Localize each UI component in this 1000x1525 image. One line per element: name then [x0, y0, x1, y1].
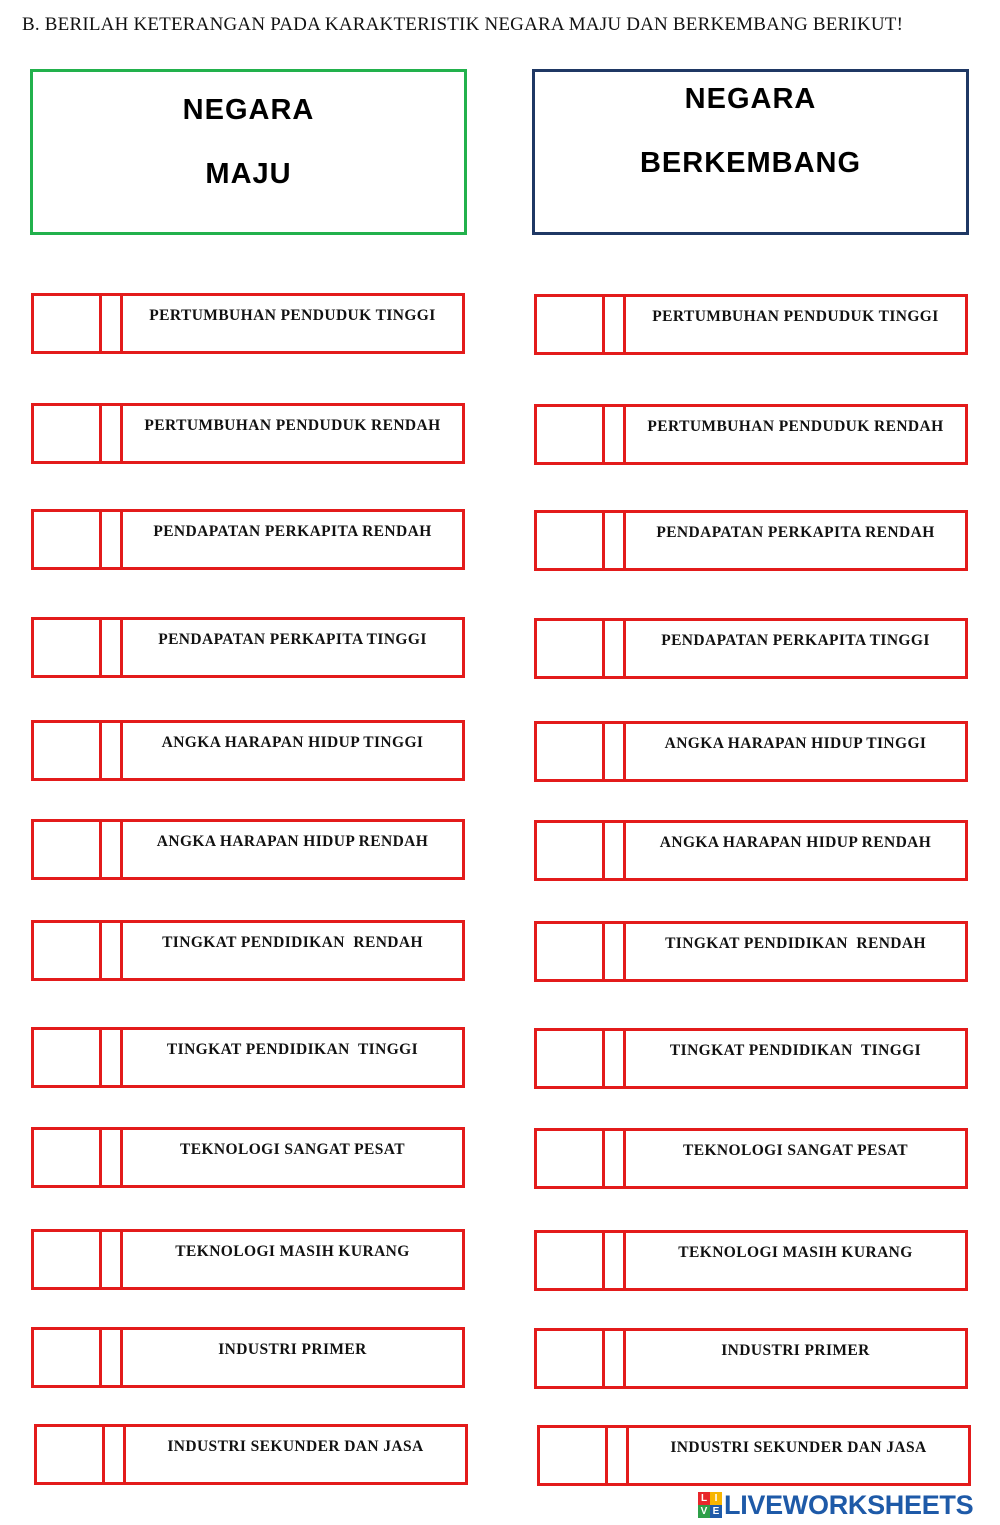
answer-checkbox[interactable]	[34, 1330, 102, 1385]
header-berkembang-line2: BERKEMBANG	[639, 147, 862, 179]
answer-checkbox[interactable]	[537, 724, 605, 779]
characteristic-label: PENDAPATAN PERKAPITA RENDAH	[153, 523, 432, 540]
header-negara-maju	[30, 69, 467, 235]
answer-checkbox[interactable]	[34, 620, 102, 675]
liveworksheets-logo	[698, 1490, 973, 1520]
answer-checkbox[interactable]	[537, 1131, 605, 1186]
logo-letter: V	[698, 1505, 710, 1518]
characteristic-row[interactable]	[534, 721, 968, 782]
characteristic-label: PERTUMBUHAN PENDUDUK TINGGI	[149, 307, 436, 324]
characteristic-label: PENDAPATAN PERKAPITA TINGGI	[158, 631, 427, 648]
characteristic-label: INDUSTRI PRIMER	[218, 1341, 367, 1358]
characteristic-row[interactable]	[31, 1127, 465, 1188]
liveworksheets-logo-text: LIVEWORKSHEETS	[724, 1489, 974, 1520]
characteristic-label: PERTUMBUHAN PENDUDUK RENDAH	[647, 418, 944, 435]
liveworksheets-logo-icon	[698, 1492, 722, 1518]
characteristic-row[interactable]	[534, 618, 968, 679]
answer-checkbox[interactable]	[37, 1427, 105, 1482]
answer-checkbox[interactable]	[537, 1031, 605, 1086]
characteristic-row[interactable]	[534, 510, 968, 571]
characteristic-row[interactable]	[534, 921, 968, 982]
characteristic-row[interactable]	[534, 1028, 968, 1089]
answer-checkbox[interactable]	[34, 512, 102, 567]
answer-checkbox[interactable]	[537, 407, 605, 462]
answer-checkbox[interactable]	[34, 923, 102, 978]
characteristic-label: ANGKA HARAPAN HIDUP RENDAH	[659, 834, 932, 851]
answer-checkbox[interactable]	[537, 621, 605, 676]
characteristic-label: ANGKA HARAPAN HIDUP TINGGI	[161, 734, 424, 751]
characteristic-row[interactable]	[31, 720, 465, 781]
characteristic-label: TEKNOLOGI SANGAT PESAT	[683, 1142, 908, 1159]
characteristic-row[interactable]	[31, 1327, 465, 1388]
answer-checkbox[interactable]	[34, 723, 102, 778]
characteristic-row[interactable]	[534, 1128, 968, 1189]
characteristic-label: TEKNOLOGI SANGAT PESAT	[180, 1141, 405, 1158]
answer-checkbox[interactable]	[34, 1232, 102, 1287]
characteristic-row[interactable]	[534, 294, 968, 355]
characteristic-label: INDUSTRI PRIMER	[721, 1342, 870, 1359]
characteristic-row[interactable]	[34, 1424, 468, 1485]
characteristic-row[interactable]	[31, 509, 465, 570]
characteristic-label: PENDAPATAN PERKAPITA RENDAH	[656, 524, 935, 541]
characteristic-label: INDUSTRI SEKUNDER DAN JASA	[167, 1438, 424, 1455]
characteristic-row[interactable]	[534, 1230, 968, 1291]
characteristic-label: TEKNOLOGI MASIH KURANG	[678, 1244, 913, 1261]
characteristic-row[interactable]	[534, 1328, 968, 1389]
answer-checkbox[interactable]	[537, 297, 605, 352]
header-maju-line1: NEGARA	[182, 94, 315, 126]
characteristic-label: TINGKAT PENDIDIKAN TINGGI	[669, 1042, 922, 1059]
characteristic-label: PERTUMBUHAN PENDUDUK RENDAH	[144, 417, 441, 434]
characteristic-label: INDUSTRI SEKUNDER DAN JASA	[670, 1439, 927, 1456]
characteristic-row[interactable]	[537, 1425, 971, 1486]
answer-checkbox[interactable]	[34, 1030, 102, 1085]
header-negara-berkembang	[532, 69, 969, 235]
header-maju-line2: MAJU	[205, 158, 292, 190]
characteristic-row[interactable]	[31, 293, 465, 354]
characteristic-label: TINGKAT PENDIDIKAN RENDAH	[162, 934, 423, 951]
header-berkembang-line1: NEGARA	[684, 83, 817, 115]
characteristic-row[interactable]	[31, 1229, 465, 1290]
answer-checkbox[interactable]	[34, 1130, 102, 1185]
characteristic-row[interactable]	[534, 404, 968, 465]
logo-letter: I	[710, 1492, 722, 1505]
logo-letter: L	[698, 1492, 710, 1505]
characteristic-label: PERTUMBUHAN PENDUDUK TINGGI	[652, 308, 939, 325]
characteristic-label: TINGKAT PENDIDIKAN TINGGI	[166, 1041, 419, 1058]
characteristic-row[interactable]	[31, 403, 465, 464]
characteristic-label: ANGKA HARAPAN HIDUP TINGGI	[664, 735, 927, 752]
answer-checkbox[interactable]	[537, 513, 605, 568]
characteristic-row[interactable]	[31, 920, 465, 981]
answer-checkbox[interactable]	[537, 1331, 605, 1386]
characteristic-row[interactable]	[31, 819, 465, 880]
characteristic-label: ANGKA HARAPAN HIDUP RENDAH	[156, 833, 429, 850]
characteristic-row[interactable]	[31, 617, 465, 678]
answer-checkbox[interactable]	[34, 406, 102, 461]
characteristic-row[interactable]	[534, 820, 968, 881]
characteristic-label: PENDAPATAN PERKAPITA TINGGI	[661, 632, 930, 649]
answer-checkbox[interactable]	[537, 823, 605, 878]
answer-checkbox[interactable]	[537, 924, 605, 979]
characteristic-label: TEKNOLOGI MASIH KURANG	[175, 1243, 410, 1260]
answer-checkbox[interactable]	[537, 1233, 605, 1288]
answer-checkbox[interactable]	[34, 822, 102, 877]
instruction-text: B. BERILAH KETERANGAN PADA KARAKTERISTIK NEGARA MAJU DAN BERKEMBANG BERIKUT!	[22, 14, 904, 35]
answer-checkbox[interactable]	[34, 296, 102, 351]
logo-letter: E	[710, 1505, 722, 1518]
characteristic-row[interactable]	[31, 1027, 465, 1088]
answer-checkbox[interactable]	[540, 1428, 608, 1483]
characteristic-label: TINGKAT PENDIDIKAN RENDAH	[665, 935, 926, 952]
